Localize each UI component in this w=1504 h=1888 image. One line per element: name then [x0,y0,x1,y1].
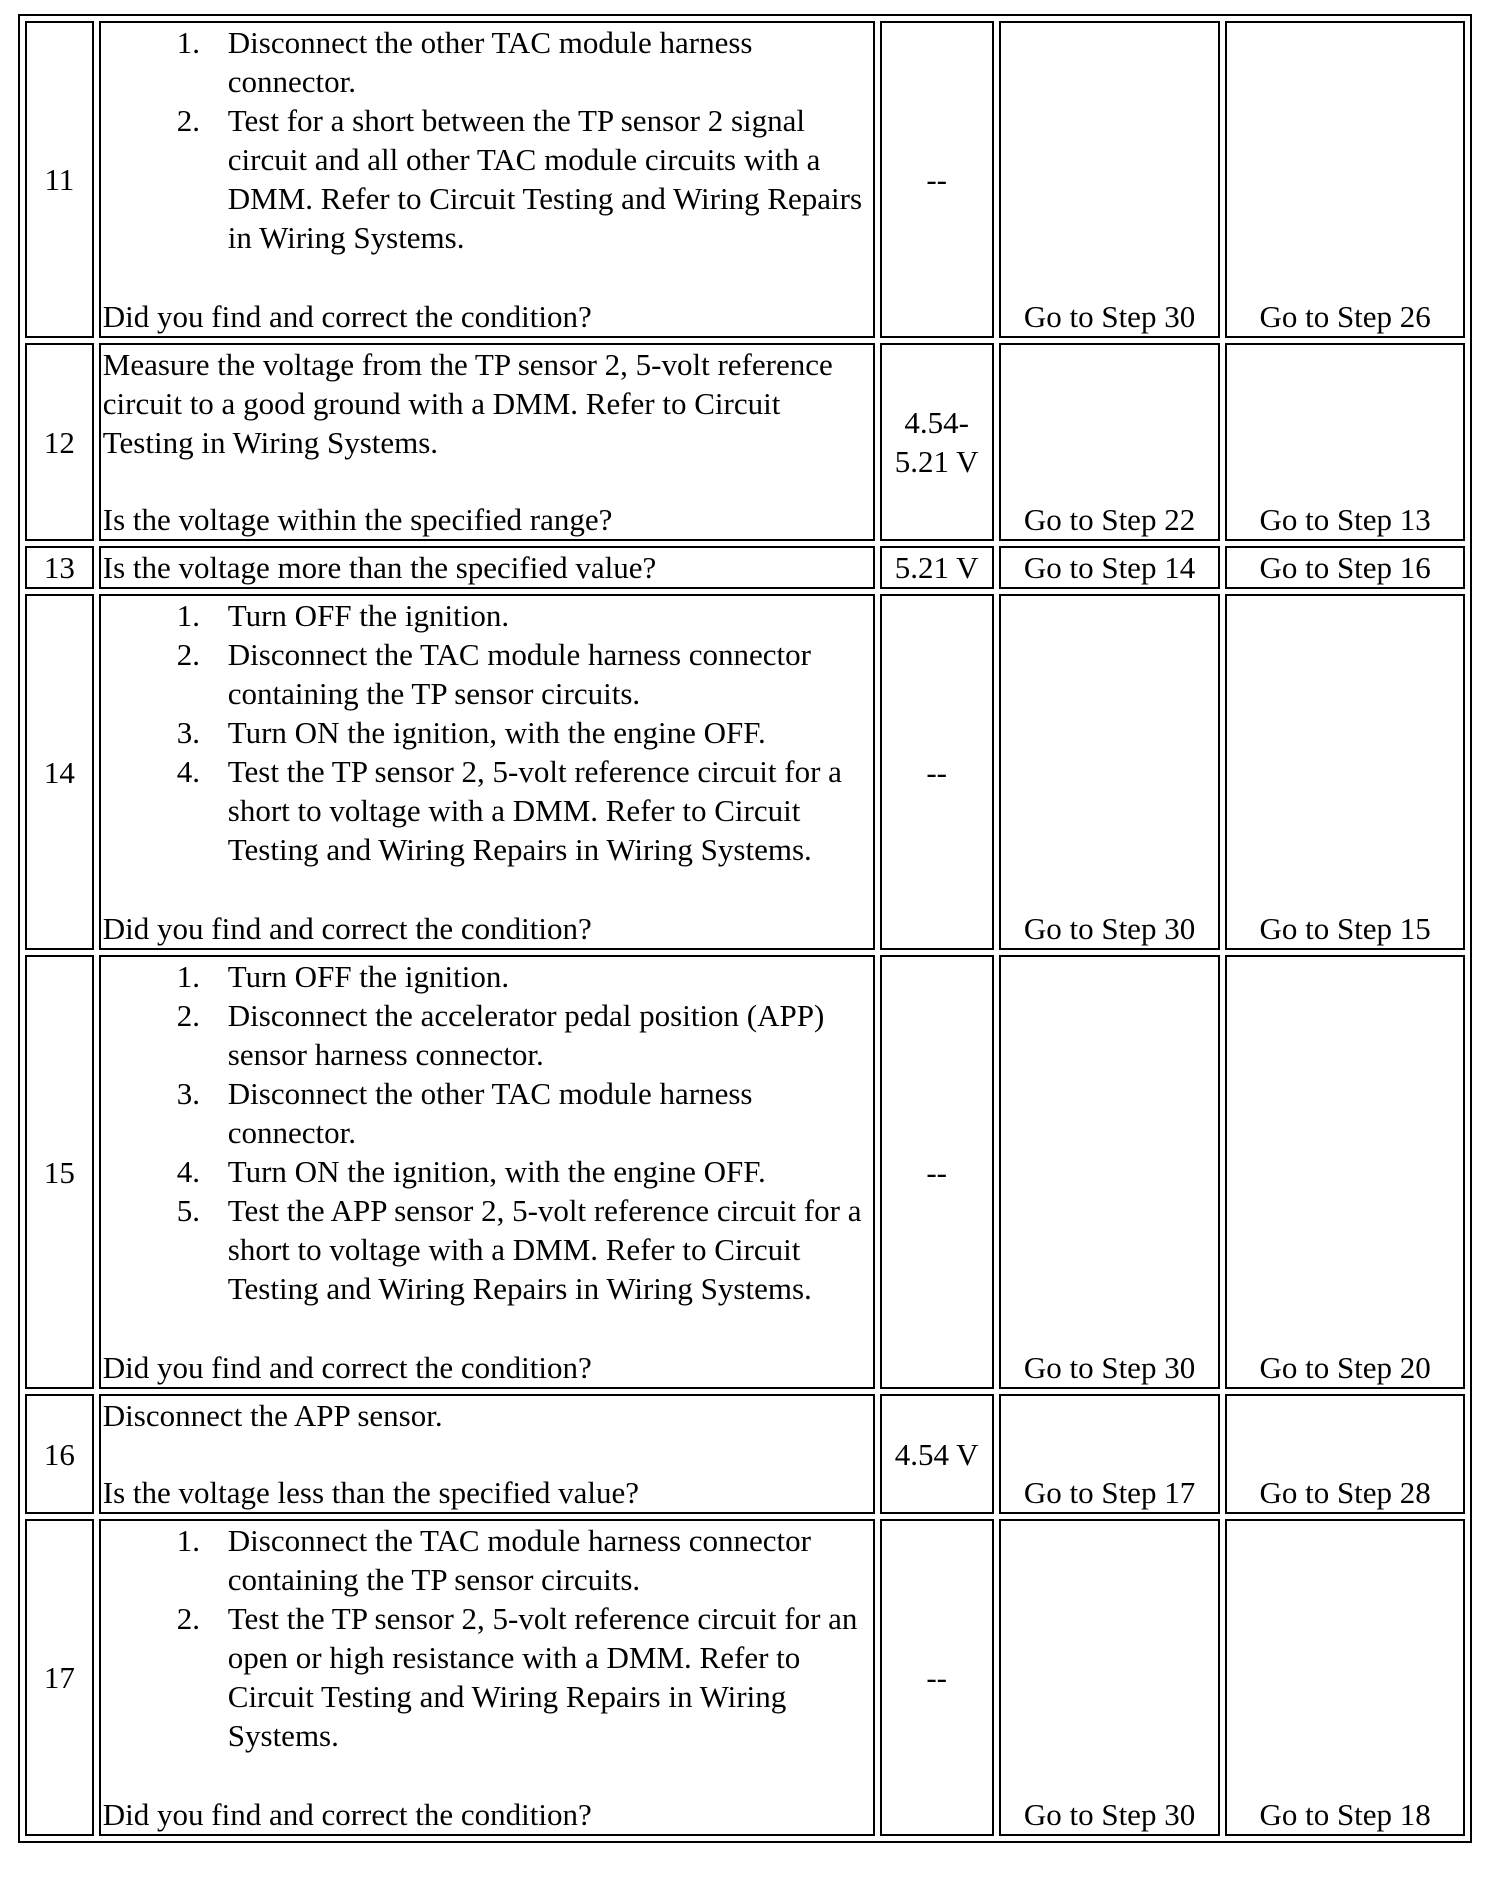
no-link[interactable]: Go to Step 15 [1225,594,1465,950]
yes-link[interactable]: Go to Step 30 [999,594,1220,950]
yes-link[interactable]: Go to Step 30 [999,21,1220,338]
yes-link[interactable]: Go to Step 30 [999,1519,1220,1836]
question-text: Did you find and correct the condition? [102,1350,592,1385]
question-text: Is the voltage more than the specified value? [102,550,657,585]
value-cell: -- [880,594,994,950]
action-item: 1. Disconnect the other TAC module harness connector. [208,23,871,101]
question-text: Did you find and correct the condition? [102,911,592,946]
action-item: 2. Test the TP sensor 2, 5-volt reference circuit for an open or high resistance with a DMM. Refer to Circuit Testing and Wiring Repairs in Wiring Systems. [208,1599,871,1755]
table-row [25,594,1465,950]
action-cell [99,546,875,589]
action-cell [99,594,875,950]
action-item: 2. Disconnect the TAC module harness connector containing the TP sensor circuits. [208,635,871,713]
action-cell [99,343,875,541]
no-link[interactable]: Go to Step 28 [1225,1394,1465,1514]
action-text: Disconnect the APP sensor. [102,1398,443,1433]
value-cell: 5.21 V [880,546,994,589]
no-link[interactable]: Go to Step 26 [1225,21,1465,338]
action-item: 4. Turn ON the ignition, with the engine OFF. [208,1152,871,1191]
table-row [25,1394,1465,1514]
no-link[interactable]: Go to Step 20 [1225,955,1465,1389]
action-cell [99,955,875,1389]
yes-link[interactable]: Go to Step 22 [999,343,1220,541]
action-text: Measure the voltage from the TP sensor 2, 5-volt reference circuit to a good ground with a DMM. Refer to Circuit Testing in Wiring Systems. [102,347,833,460]
yes-link[interactable]: Go to Step 17 [999,1394,1220,1514]
action-cell [99,1519,875,1836]
value-cell: -- [880,21,994,338]
action-list [103,596,871,869]
step-number: 11 [25,21,94,338]
action-item: 1. Turn OFF the ignition. [208,596,871,635]
value-cell: 4.54-5.21 V [880,343,994,541]
action-item: 3. Turn ON the ignition, with the engine OFF. [208,713,871,752]
action-item: 2. Test for a short between the TP sensor 2 signal circuit and all other TAC module circuits with a DMM. Refer to Circuit Testing and Wiring Repairs in Wiring Systems. [208,101,871,257]
diagnostic-table [18,14,1472,1843]
step-number: 12 [25,343,94,541]
question-text: Is the voltage less than the specified value? [102,1475,640,1510]
step-number: 15 [25,955,94,1389]
table-row [25,1519,1465,1836]
question-text: Did you find and correct the condition? [102,1797,592,1832]
table-row [25,546,1465,589]
action-item: 2. Disconnect the accelerator pedal position (APP) sensor harness connector. [208,996,871,1074]
table-row [25,343,1465,541]
step-number: 14 [25,594,94,950]
step-number: 16 [25,1394,94,1514]
action-cell [99,1394,875,1514]
action-list [103,957,871,1308]
action-list [103,1521,871,1755]
action-item: 3. Disconnect the other TAC module harness connector. [208,1074,871,1152]
action-list [103,23,871,257]
value-cell: 4.54 V [880,1394,994,1514]
question-text: Did you find and correct the condition? [102,299,592,334]
question-text: Is the voltage within the specified range? [102,502,613,537]
step-number: 13 [25,546,94,589]
action-item: 4. Test the TP sensor 2, 5-volt reference circuit for a short to voltage with a DMM. Refer to Circuit Testing and Wiring Repairs in Wiring Systems. [208,752,871,869]
table-row [25,21,1465,338]
no-link[interactable]: Go to Step 18 [1225,1519,1465,1836]
action-item: 1. Disconnect the TAC module harness connector containing the TP sensor circuits. [208,1521,871,1599]
step-number: 17 [25,1519,94,1836]
no-link[interactable]: Go to Step 13 [1225,343,1465,541]
yes-link[interactable]: Go to Step 14 [999,546,1220,589]
yes-link[interactable]: Go to Step 30 [999,955,1220,1389]
no-link[interactable]: Go to Step 16 [1225,546,1465,589]
value-cell: -- [880,1519,994,1836]
action-cell [99,21,875,338]
action-item: 5. Test the APP sensor 2, 5-volt reference circuit for a short to voltage with a DMM. Refer to Circuit Testing and Wiring Repairs in Wiring Systems. [208,1191,871,1308]
table-row [25,955,1465,1389]
action-item: 1. Turn OFF the ignition. [208,957,871,996]
value-cell: -- [880,955,994,1389]
